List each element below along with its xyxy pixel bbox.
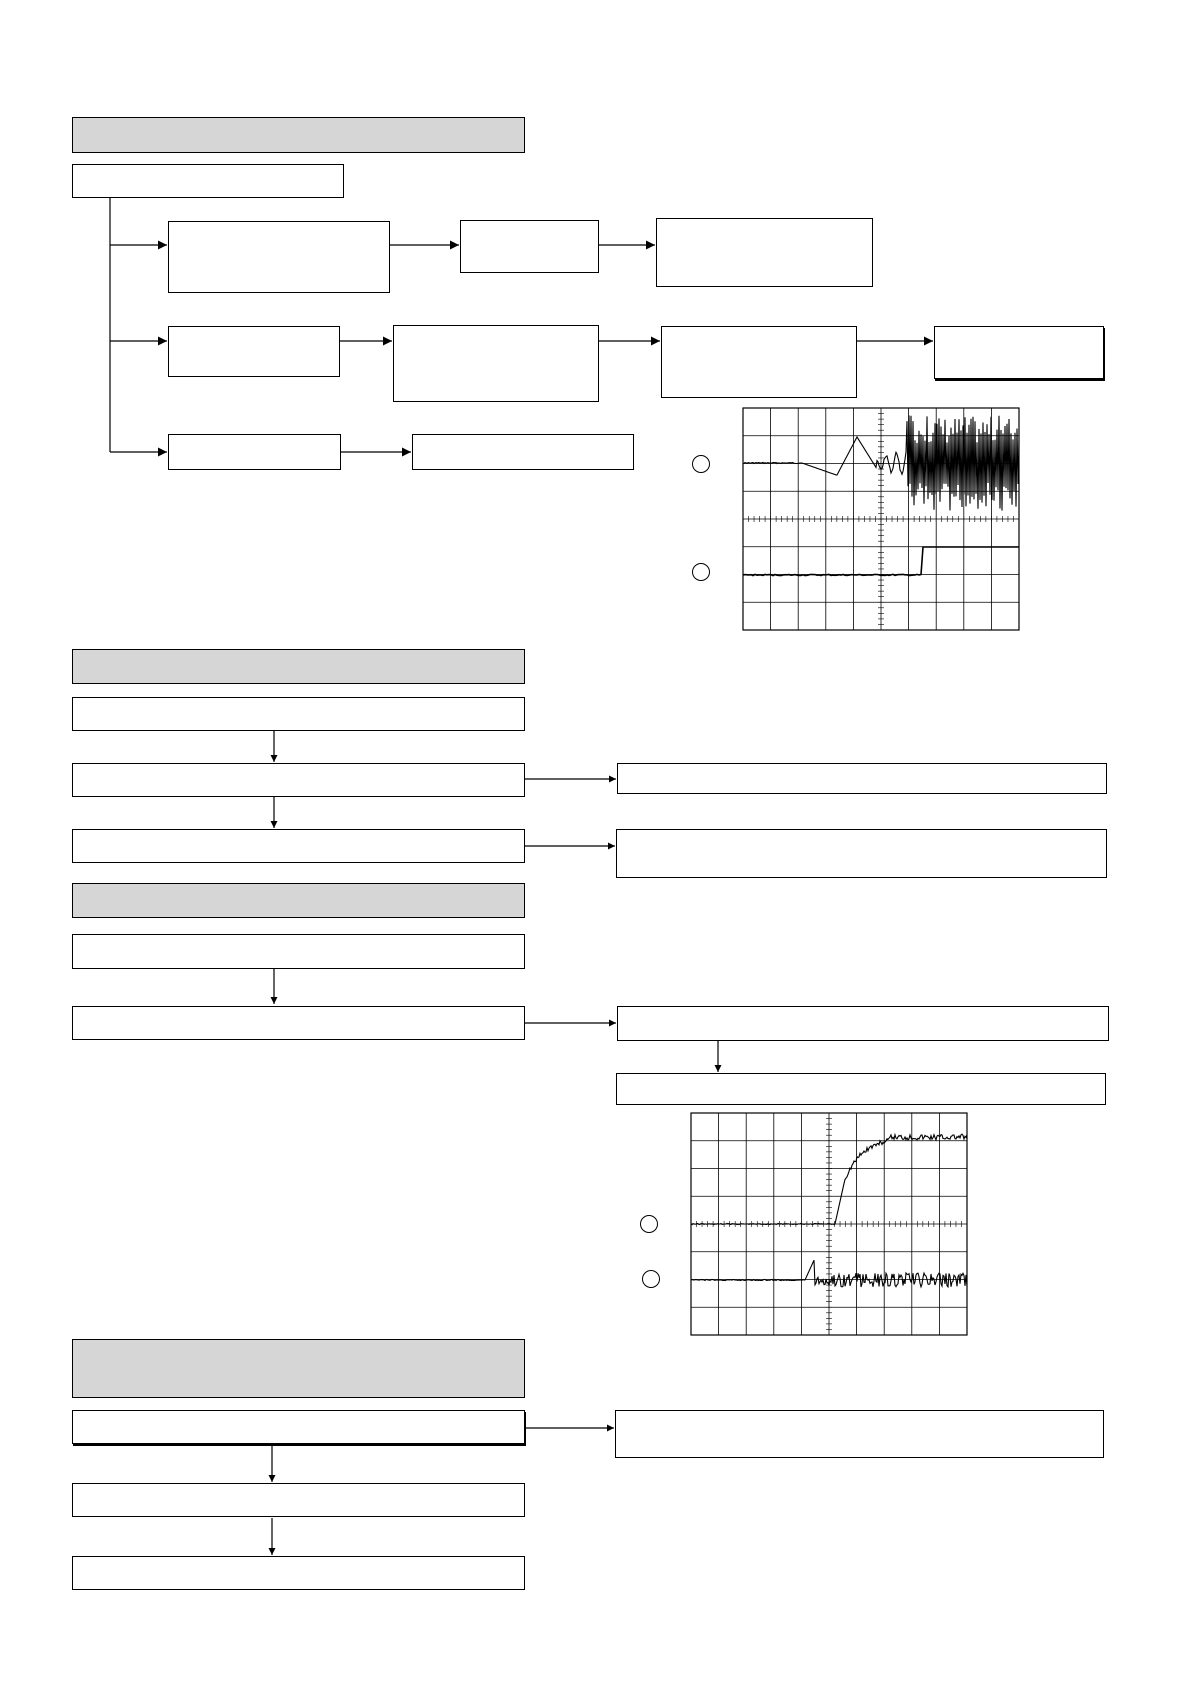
oscilloscope-waveform-1 (742, 407, 1027, 631)
branch-2-node-4 (934, 326, 1104, 379)
section-2-side-box-1 (617, 763, 1107, 794)
section-2-header (72, 649, 525, 684)
branch-2-node-1 (168, 326, 340, 377)
section-2-step-2 (72, 763, 525, 797)
section-2-step-3 (72, 829, 525, 863)
section-2-step-1 (72, 697, 525, 731)
branch-1-node-1 (168, 221, 390, 293)
branch-3-node-2 (412, 434, 634, 470)
section-3-side-box-1 (617, 1006, 1109, 1041)
section-3-side-box-2 (616, 1073, 1106, 1105)
section-4-step-3 (72, 1556, 525, 1590)
oscilloscope-waveform-2 (690, 1112, 975, 1336)
section-4-step-1 (72, 1410, 525, 1444)
branch-2-node-2 (393, 325, 599, 402)
section-2-side-box-2 (616, 829, 1107, 878)
branch-1-node-3 (656, 218, 873, 287)
scope-1-channel-marker-1 (692, 455, 710, 473)
section-1-start-box (72, 164, 344, 198)
section-4-side-box-1 (615, 1410, 1104, 1458)
branch-3-node-1 (168, 434, 341, 470)
scope-1-channel-marker-2 (692, 563, 710, 581)
section-3-header (72, 883, 525, 918)
section-3-step-2 (72, 1006, 525, 1040)
section-3-step-1 (72, 934, 525, 969)
scope-2-channel-marker-2 (642, 1270, 660, 1288)
section-4-step-2 (72, 1483, 525, 1517)
scope-2-channel-marker-1 (640, 1215, 658, 1233)
branch-2-node-3 (661, 326, 857, 398)
section-4-header (72, 1339, 525, 1398)
section-1-header (72, 117, 525, 153)
branch-1-node-2 (460, 220, 599, 273)
